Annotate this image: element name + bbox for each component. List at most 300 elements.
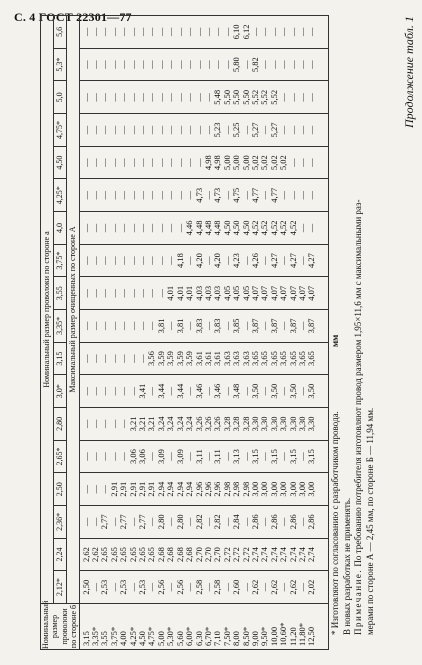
table-cell: 3,24 — [165, 416, 176, 432]
table-cell: — — [240, 452, 251, 461]
table-cell: 3,21 — [127, 416, 138, 432]
table-cell: 4,98 — [212, 155, 223, 171]
table-cell: — — [221, 125, 232, 135]
table-cell: 2,80 — [174, 514, 185, 530]
row-value: 5,00 — [155, 631, 166, 646]
table-cell: 3,15 — [268, 449, 279, 464]
table-cell: 2,62 — [268, 579, 279, 595]
table-cell: — — [99, 27, 110, 37]
unit-label: мм — [330, 334, 340, 347]
table-cell: — — [80, 60, 91, 69]
table-cell: — — [240, 125, 251, 135]
table-cell: — — [99, 191, 110, 200]
table-cell: — — [80, 354, 91, 363]
table-cell: — — [296, 125, 307, 135]
table-cell: — — [184, 256, 195, 265]
table-cell: 2,70 — [202, 547, 213, 562]
table-cell: — — [174, 60, 185, 69]
table-cell: — — [108, 93, 119, 102]
column-header: 2,36* — [53, 506, 66, 539]
table-cell: 3,85 — [231, 318, 242, 334]
table-cell: 4,05 — [221, 285, 232, 301]
table-cell: — — [165, 321, 176, 331]
row-value: 8,00 — [231, 631, 242, 646]
table-cell: 4,23 — [231, 253, 242, 269]
table-cell: 4,27 — [306, 253, 317, 269]
table-cell: — — [108, 419, 119, 429]
table-cell: — — [240, 321, 251, 331]
table-cell: 4,05 — [231, 285, 242, 301]
table-cell: 3,63 — [221, 351, 232, 367]
table-cell: 2,94 — [184, 481, 195, 497]
table-cell: — — [221, 256, 232, 265]
table-cell: — — [90, 354, 101, 363]
table-cell: — — [184, 27, 195, 37]
table-cell: — — [90, 419, 101, 429]
table-cell: — — [296, 386, 307, 396]
table-cell: 2,68 — [155, 547, 166, 562]
table-cell: — — [202, 321, 213, 331]
table-cell: 2,60 — [231, 579, 242, 595]
table-cell: — — [259, 321, 270, 331]
continuation-label: Продолжение табл. 1 — [402, 16, 416, 128]
table-cell: 2,53 — [99, 579, 110, 595]
table-cell: 3,41 — [137, 383, 148, 399]
table-cell: — — [278, 256, 289, 265]
table-cell: — — [221, 60, 232, 69]
table-body-row — [79, 16, 329, 650]
table-cell: — — [127, 93, 138, 102]
table-cell: — — [193, 158, 204, 167]
table-cell: 2,68 — [165, 547, 176, 562]
table-cell: 3,30 — [268, 416, 279, 432]
value-column — [79, 310, 329, 343]
table-cell: — — [127, 517, 138, 527]
table-cell: — — [99, 289, 110, 298]
table-cell: 4,07 — [249, 285, 260, 301]
table-cell: 4,73 — [193, 187, 204, 203]
table-cell: — — [165, 158, 176, 167]
table-cell: — — [155, 60, 166, 69]
table-cell: 3,30 — [278, 416, 289, 432]
table-cell: 3,00 — [249, 481, 260, 497]
table-cell: — — [202, 452, 213, 461]
table-cell: 5,27 — [268, 122, 279, 138]
table-cell: — — [202, 582, 213, 592]
table-cell: — — [174, 191, 185, 200]
table-cell: — — [155, 289, 166, 298]
column-header: 3,75* — [53, 244, 66, 277]
table-cell: — — [278, 452, 289, 461]
table-cell: — — [146, 386, 157, 396]
value-column — [79, 538, 329, 571]
row-value: 9,50* — [259, 626, 270, 646]
table-cell: — — [146, 93, 157, 102]
table-cell: — — [268, 60, 279, 69]
table-cell: 2,82 — [193, 514, 204, 530]
table-cell: 5,00 — [231, 155, 242, 171]
table-cell: 3,44 — [174, 383, 185, 399]
table-cell: — — [193, 125, 204, 135]
table-cell: — — [296, 191, 307, 200]
table-cell: 4,50 — [221, 220, 232, 236]
table-cell: 2,98 — [221, 481, 232, 497]
table-cell: 4,03 — [193, 285, 204, 301]
table-cell: 2,74 — [296, 547, 307, 562]
table-cell: — — [184, 582, 195, 592]
column-header: 4,0 — [53, 212, 66, 245]
table-cell: 2,65 — [137, 547, 148, 562]
table-cell: 3,61 — [202, 351, 213, 367]
footnote-star: * Изготовляют по согласованию с разработчиком провода. — [330, 411, 340, 635]
table-cell: — — [240, 191, 251, 200]
table-cell: 4,48 — [202, 220, 213, 236]
table-cell: 3,30 — [259, 416, 270, 432]
table-cell: — — [127, 256, 138, 265]
table-cell: — — [90, 321, 101, 331]
table-cell: — — [80, 191, 91, 200]
table-cell: — — [108, 321, 119, 331]
table-cell: 4,50 — [240, 220, 251, 236]
table-cell: 3,50 — [306, 383, 317, 399]
column-header: 4,25* — [53, 179, 66, 212]
value-column — [79, 571, 329, 604]
table-cell: 2,56 — [155, 579, 166, 595]
table-cell: 5,52 — [249, 89, 260, 105]
table-cell: — — [108, 386, 119, 396]
table-cell: 3,63 — [231, 351, 242, 367]
table-cell: 4,01 — [174, 285, 185, 301]
table-cell: — — [296, 321, 307, 331]
table-cell: — — [108, 60, 119, 69]
table-cell: 3,59 — [155, 351, 166, 367]
table-cell: — — [99, 354, 110, 363]
table-cell: 5,27 — [249, 122, 260, 138]
table-cell: — — [202, 517, 213, 527]
table-cell: 3,21 — [137, 416, 148, 432]
row-value: 4,00 — [118, 631, 129, 646]
value-column — [79, 244, 329, 277]
table-cell: — — [80, 223, 91, 233]
column-header: 2,80 — [53, 408, 66, 441]
table-cell: — — [118, 354, 129, 363]
table-cell: 3,65 — [306, 351, 317, 367]
table-cell: — — [287, 125, 298, 135]
column-header: 3,35* — [53, 310, 66, 343]
table-cell: 2,58 — [212, 579, 223, 595]
table-cell: 3,46 — [193, 383, 204, 399]
column-header: 2,65* — [53, 440, 66, 473]
table-cell: — — [137, 93, 148, 102]
table-cell: 5,02 — [268, 155, 279, 171]
table-cell: — — [249, 27, 260, 37]
table-cell: — — [127, 27, 138, 37]
table-cell: — — [108, 27, 119, 37]
table-cell: — — [212, 27, 223, 37]
table-cell: — — [80, 484, 91, 494]
table-cell: — — [184, 158, 195, 167]
table-cell: 3,11 — [193, 449, 204, 464]
table-cell: — — [296, 256, 307, 265]
table-cell: — — [99, 60, 110, 69]
table-cell: 3,28 — [240, 416, 251, 432]
footnote-new: В новых разработках не применять. — [341, 497, 352, 635]
table-cell: — — [240, 582, 251, 592]
table-cell: 3,21 — [146, 416, 157, 432]
row-value: 3,35* — [90, 626, 101, 646]
table-cell: 3,83 — [212, 318, 223, 334]
table-cell: — — [99, 452, 110, 461]
table-cell: — — [259, 27, 270, 37]
table-cell: — — [108, 256, 119, 265]
table-cell: — — [296, 223, 307, 233]
table-cell: — — [165, 452, 176, 461]
table-cell: — — [99, 386, 110, 396]
table-cell: 4,20 — [212, 253, 223, 269]
table-cell: 3,50 — [249, 383, 260, 399]
table-cell: 3,59 — [165, 351, 176, 367]
table-cell: 3,00 — [296, 481, 307, 497]
table-cell: 2,58 — [193, 579, 204, 595]
table-cell: — — [184, 517, 195, 527]
table-cell: — — [146, 321, 157, 331]
table-cell: 4,03 — [202, 285, 213, 301]
column-header: 3,0* — [53, 375, 66, 408]
table-cell: 3,83 — [193, 318, 204, 334]
table-cell: 3,15 — [306, 449, 317, 464]
table-cell: 2,86 — [249, 514, 260, 530]
table-cell: 3,00 — [259, 481, 270, 497]
table-cell: 2,68 — [174, 547, 185, 562]
column-header: 5,6 — [53, 16, 66, 49]
table-cell: 3,06 — [127, 449, 138, 464]
table-cell: 3,50 — [287, 383, 298, 399]
row-value: 9,00 — [249, 631, 260, 646]
table-cell: 6,12 — [240, 24, 251, 40]
table-cell: — — [287, 93, 298, 102]
table-cell: — — [165, 582, 176, 592]
table-cell: 3,65 — [278, 351, 289, 367]
table-cell: 3,65 — [287, 351, 298, 367]
table-cell: — — [118, 125, 129, 135]
table-cell: — — [80, 419, 91, 429]
table-cell: — — [127, 223, 138, 233]
table-cell: 2,91 — [146, 481, 157, 497]
table-cell: 2,91 — [127, 481, 138, 497]
row-value: 3,75* — [108, 626, 119, 646]
table-cell: 3,11 — [212, 449, 223, 464]
table-cell: — — [184, 191, 195, 200]
table-cell: 2,74 — [287, 547, 298, 562]
table-cell: — — [118, 256, 129, 265]
table-cell: 4,07 — [259, 285, 270, 301]
value-column — [79, 277, 329, 310]
table-cell: — — [202, 256, 213, 265]
table-cell: 3,28 — [221, 416, 232, 432]
table-cell: 3,26 — [193, 416, 204, 432]
table-cell: — — [80, 125, 91, 135]
table-cell: — — [221, 191, 232, 200]
table-cell: — — [80, 256, 91, 265]
table-cell: — — [146, 158, 157, 167]
column-header: 4,50 — [53, 146, 66, 179]
table-cell: 4,73 — [212, 187, 223, 203]
table-cell: 2,62 — [80, 547, 91, 562]
table-cell: 3,63 — [240, 351, 251, 367]
value-column — [79, 114, 329, 147]
table-cell: 3,87 — [249, 318, 260, 334]
table-cell: 4,48 — [193, 220, 204, 236]
table-cell: 5,82 — [249, 57, 260, 73]
table-cell: — — [80, 289, 91, 298]
table-cell: 3,50 — [268, 383, 279, 399]
table-cell: — — [165, 517, 176, 527]
table-cell: 2,65 — [146, 547, 157, 562]
table-cell: 2,91 — [118, 481, 129, 497]
table-cell: 3,65 — [268, 351, 279, 367]
table-cell: — — [146, 517, 157, 527]
table-cell: — — [174, 93, 185, 102]
footnote-note-cont: мерами по стороне А — 2,45 мм, по стороне Б — 11,94 мм. — [364, 407, 375, 635]
table-cell: — — [137, 354, 148, 363]
table-cell: 3,30 — [249, 416, 260, 432]
table-cell: 2,70 — [212, 547, 223, 562]
table-cell: — — [137, 223, 148, 233]
table-cell: 3,26 — [212, 416, 223, 432]
table-cell: — — [146, 27, 157, 37]
table-cell: 2,94 — [165, 481, 176, 497]
table-cell: — — [306, 158, 317, 167]
table-cell: 3,61 — [212, 351, 223, 367]
table-cell: — — [137, 191, 148, 200]
table-cell: — — [137, 27, 148, 37]
table-cell: — — [165, 93, 176, 102]
table-cell: — — [90, 517, 101, 527]
table-cell: — — [259, 386, 270, 396]
table-cell: — — [259, 256, 270, 265]
table-cell: — — [184, 386, 195, 396]
table-cell: — — [306, 60, 317, 69]
table-cell: — — [99, 93, 110, 102]
table-cell: — — [184, 60, 195, 69]
table-cell: — — [90, 27, 101, 37]
table-cell: 2,70 — [193, 547, 204, 562]
note-label: Примечание. — [353, 568, 363, 635]
table-cell: — — [80, 158, 91, 167]
row-value: 7,50* — [221, 626, 232, 646]
table-cell: 3,56 — [146, 351, 157, 367]
table-cell: — — [127, 386, 138, 396]
table-cell: 3,61 — [193, 351, 204, 367]
table-cell: — — [306, 191, 317, 200]
row-value: 4,25* — [127, 626, 138, 646]
table-cell: 2,68 — [184, 547, 195, 562]
value-column — [79, 81, 329, 114]
table-cell: 2,86 — [287, 514, 298, 530]
column-header: 5,3* — [53, 48, 66, 81]
table-cell: 2,53 — [137, 579, 148, 595]
table-cell: — — [296, 517, 307, 527]
table-cell: 4,46 — [184, 220, 195, 236]
table-cell: — — [80, 517, 91, 527]
table-cell: — — [165, 191, 176, 200]
table-cell: — — [90, 191, 101, 200]
value-column — [79, 16, 329, 49]
table-cell: 2,94 — [155, 481, 166, 497]
table-cell: 3,24 — [155, 416, 166, 432]
table-cell: — — [221, 452, 232, 461]
table-cell: — — [90, 256, 101, 265]
table-cell: 3,65 — [259, 351, 270, 367]
table-cell: 3,24 — [174, 416, 185, 432]
table-cell: 5,00 — [221, 155, 232, 171]
table-cell: 3,24 — [184, 416, 195, 432]
table-cell: 3,30 — [296, 416, 307, 432]
table-cell: — — [184, 93, 195, 102]
table-cell: — — [240, 386, 251, 396]
table-cell: 4,07 — [306, 285, 317, 301]
table-cell: — — [259, 191, 270, 200]
table-cell: — — [80, 93, 91, 102]
row-value: 8,50* — [240, 626, 251, 646]
table-cell: 5,02 — [259, 155, 270, 171]
value-column — [79, 212, 329, 245]
table-cell: — — [287, 191, 298, 200]
table-cell: — — [306, 223, 317, 233]
table-cell: 2,77 — [118, 514, 129, 530]
table-cell: 3,87 — [287, 318, 298, 334]
table-cell: — — [118, 93, 129, 102]
table-cell: — — [184, 321, 195, 331]
table-cell: 2,53 — [118, 579, 129, 595]
row-header: Номинальный размер проволоки по стороне б — [41, 600, 79, 649]
table-cell: 2,65 — [118, 547, 129, 562]
table-cell: 3,46 — [212, 383, 223, 399]
table-cell: 5,50 — [221, 89, 232, 105]
table-cell: — — [221, 321, 232, 331]
note-text: По требованию потребителя изготовляют провод размером 1,95×11,6 мм с максимальными раз- — [353, 199, 363, 569]
table-cell: 4,05 — [240, 285, 251, 301]
table-cell: — — [202, 125, 213, 135]
table-cell: — — [127, 60, 138, 69]
table-cell: — — [165, 60, 176, 69]
table-cell: — — [165, 125, 176, 135]
table-cell: — — [296, 27, 307, 37]
row-value: 11,80* — [296, 622, 307, 646]
table-cell: 3,00 — [268, 481, 279, 497]
table-cell: 5,80 — [231, 57, 242, 73]
value-column — [79, 179, 329, 212]
table-cell: — — [193, 93, 204, 102]
table-cell: — — [108, 452, 119, 461]
table-cell: — — [108, 158, 119, 167]
table-cell: 2,65 — [127, 547, 138, 562]
value-column — [79, 375, 329, 408]
table-cell: — — [296, 60, 307, 69]
table-cell: 5,02 — [278, 155, 289, 171]
table-cell: 3,00 — [287, 481, 298, 497]
value-column — [79, 48, 329, 81]
table-cell: — — [278, 27, 289, 37]
table-cell: 2,86 — [306, 514, 317, 530]
table-cell: — — [80, 386, 91, 396]
table-cell: — — [174, 223, 185, 233]
value-column — [79, 440, 329, 473]
column-header: 2,50 — [53, 473, 66, 506]
table-cell: 5,52 — [268, 89, 279, 105]
table-cell: 4,27 — [287, 253, 298, 269]
table-cell: — — [193, 27, 204, 37]
